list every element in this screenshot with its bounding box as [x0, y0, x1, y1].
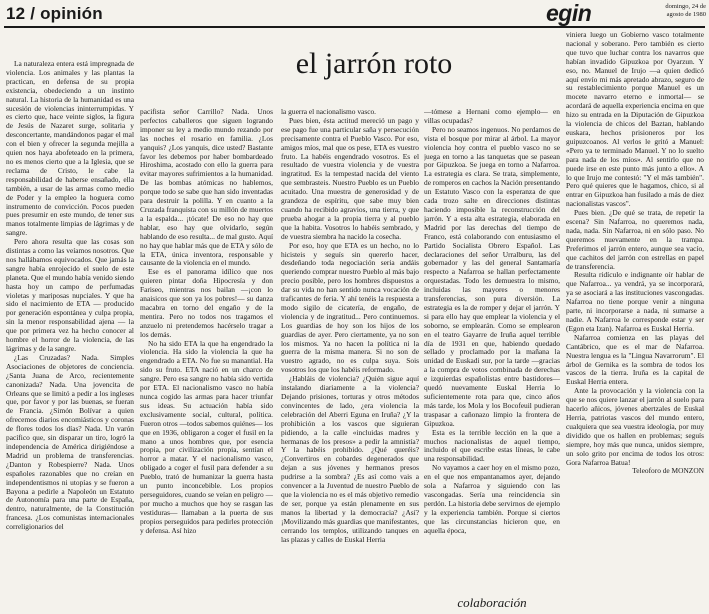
paragraph: Por eso, hoy que ETA es un hecho, no lo hicisteis y seguís sin quererlo hacer, desdeñando toda negociación seria andáis queriendo comprar nuestro Pueblo al más bajo precio posible, pero los hombres dispuestos a dar su vida no han sentido nunca vocación de traficantes de feria. Y ahí tenéis la respuesta a modo sigilo de cicatería, de engaño, de violencia y de ingratitud... Pero continuemos. Los guardias de hoy son los hijos de los guardias de ayer. Pero ciertamente, ya no son los mismos. Ya no hacen la política ni la guerra de la misma manera. Si no son de vuestro agrado, no es culpa suya. Sois vosotros los que los habéis reformado.: [281, 240, 419, 375]
paragraph: —tómese a Hernani como ejemplo— en villas ocupadas?: [424, 108, 560, 125]
dateline-day: domingo, 24 de: [665, 3, 706, 10]
article-column-1: [6, 60, 134, 608]
paragraph: Pues bien, ésta actitud mereció un pago y ese pago fue una particular saña y persecución precisamente contra el Pueblo Vasco. Por eso, amigos míos, mal que os pese, ETA es vuestro fruto. La habéis engendrado vosotros. Es el resultado de vuestra violencia y de vuestra ingratitud. Es la tempestad nacida del viento que sembrasteis. Nuestro Pueblo es un Pueblo acuitado. Una muestra de generosidad y de grandeza de espíritu, que sabe muy bien cuando ha recibido agravios, una tierra, y que prueba ahogar a la propia tierra y al pueblo que la habita. Vosotros lo habéis sembrado, y de vuestra siembra ha nacido la cosecha.: [281, 115, 419, 241]
paragraph: Ante la provocación y la violencia con la que se nos quiere lanzar el jarrón al suelo para hacerlo añicos, jóvenes abertzales de Euskal Herria, patriotas vascos del mundo entero, cualquiera que sea vuestra ideología, por muy dividido que os hallen en problemas; seguís siempre, hoy más que nunca, unidos siempre, un solo grito por encima de todos los otros: Gora Nafarroa Batua!: [566, 386, 704, 467]
collaboration-banner: colaboración: [457, 595, 527, 610]
article-column-2: [140, 108, 273, 608]
paragraph: Pero no seamos ingenuos. No perdamos de vista el bosque por mirar al árbol. La mayor violencia hoy contra el pueblo vasco no se juega en torno a las tanquetas que se pasean por Gipuzkoa. Se juega en torno a Nafarroa. La estrategia es clara. Se trata, simplemente, de romperos en cachos la Nación presentando un Estatuto Vasco con la esperanza de que cada trozo salte en direcciones distintas haciendo imposible la reconstrucción del jarrón. Y a esta alta estrategia, elaborada en Madrid por las derechas del tiempo de Franco, está colaborando con entusiasmo el Partido Socialista Obrero Español. Las declaraciones del señor Urralburu, las del gobernador y las del general Santamaría respecto a Nafarroa se hallan perfectamente orquestadas. Todo les demuestra lo mismo, incluidas las mayores o menores transferencias, son pura diversión. La estrategia es la de romper y dejar el jarrón. Y si para ello hay que emplear la violencia y el soborno, se emplearán. Como se emplearon en el teatro Gayarre de Iruña aquel terrible día de 1931 en que, habiendo quedado sellado y proclamado por la mañana la unidad de Euskadi sur, por la tarde —gracias a la compra de votos combinada de derechas e izquierdas españolistas entre bastidores— quedó nuevamente Euskal Herria lo suficientemente rota para que, cinco años más tarde, los Mola y los Bocofeuil pudieran traspasar a cañonazo limpio la frontera de Gipuzkoa.: [424, 124, 560, 428]
paragraph: pacifista señor Carrillo? Nada. Unos perfectos caballeros que siguen logrando imponer su ley a medio mundo rezando por las noches el rosario en familia. ¿Los yanquis? ¿Los yanquis, dice usted? Bastante favor les debemos por haber bombardeado Hiroshima, acostado con ello la guerra para evitar mayores sufrimientos a la humanidad. De las bombas atómicas no hablemos, porque todo se sabe que han sido inventadas para destruir la polilla. Y en cuanto a la Cruzada franquista con su millón de muertos a la espalda... ¡tócate! De eso no hay que hablar, eso hay que olvidarlo, según hablando de eso resulta... de mal gusto. Aquí no hay que hablar más que de ETA y sólo de la ETA, única inventora, responsable y causante de la violencia en el mundo.: [140, 108, 273, 268]
paragraph: Nafarroa comienza en las playas del Cantábrico, que es el mar de Nafarroa. Nuestra lengua es la "Lingua Navarrorum". El árbol de Gernika es la sombra de todos los vascos de la tierra. Iruña es la capital de Euskal Herria entera.: [566, 332, 704, 387]
article-column-4: [424, 108, 560, 586]
paragraph: viniera luego un Gobierno vasco totalmente nacional y soberano. Pero también es cierto que tuvo que luchar contra los navarros que habían invadido Gipuzkoa por Oyarzun. Y eso, no. Manuel de Irujo —a quien dedicó aquí envío mi más apretado abrazo, seguro de su restablecimiento porque Manuel es un mocete navarro eterno e inmortal— se acordará de aquella experiencia encima en que hizo su entrada en la Diputación de Gipuzkoa la violencia de chicos del Baztan, hablando euskara, hechos prisioneros por los guipuzcoanos. Al verlos le gritó a Manuel: «Pero ya te terminado Manuel. Y no lo suelto para nada de los míos». Al sentirlo que no puede irse en este punto más junto a ello». A lo que Irujo me contestó: "Y el más también". Pero qué quieres que le hagamos, chico, si al entrar en Gipuzkoa han fusilado a más de diez nacionalistas vascos".: [566, 31, 704, 209]
paragraph: Pues bien. ¿De qué se trata, de repetir la escena? Sin Nafarroa, no queremos nada, nada, nada. Sin Nafarroa, ni en sólo paso. No queremos nuevamente en la trampa. Preferimos el jarrón entero, aunque sea vacío, que cachitos del jarrón con estrellas en papel de transferencia.: [566, 208, 704, 271]
dateline-month: agosto de 1980: [666, 11, 706, 18]
paragraph: No vayamos a caer hoy en el mismo pozo, en el que nos empantanamos ayer, dejando sola a Nafarroa y siguiendo con las vascongadas. Sería una reincidencia sin perdón. La historia debe servirnos de ejemplo y la experiencia también. Porque si ciertos que las circunstancias hicieron que, en aquella época,: [424, 463, 560, 535]
paragraph: No ha sido ETA la que ha engendrado la violencia. Ha sido la violencia la que ha engendrado a ETA. No fue su manantial. Ha sido su fruto. ETA nació en un charco de sangre. Pero esa sangre no había sido vertida por ETA. El nacionalismo vasco no había nunca cogido las armas para hacer triunfar sus ideas. Su actuación había sido exclusivamente social, cultural, política. Fueron otros —todos sabemos quiénes— los que en 1936, obligaron a coger el fusil en la mano a unos hombres que, por esencia propia, por civilización propia, sentían el horror a matar. Y el nacionalismo vasco, obligado a coger el fusil para defender a su Pueblo, trató de humanizar la guerra hasta un punto inconcebible. Los propios perseguidores, cuando se veían en peligro —por mucho a muchos que hoy se rasgan las vestiduras— llamaban a la puerta de sus propios perseguidos para pedirles protección y defensa. Así hizo: [140, 338, 273, 535]
paragraph: ¿Las Cruzadas? Nada. Simples Asociaciones de objetores de conciencia. ¿Santa Juana de Arco, recientemente canonizada? Nada. Una jovencita de Orleans que se limitó a pedir a los ingleses que, por favor y por las buenas, se fueran de Francia. ¿Simón Bolívar a quien ofrecemos diarios encomiásticos y coronas de flores todos los días? Nada. Un varón pacífico que, sin disparar un tiro, logró la independencia de América dirigiéndose a Madrid un problema de transferencias. ¿Danton y Robespierre? Nada. Unos españoles razonables que no creían en independentismos ni utopías y se fueron a Bayona a pedirle a Napoleón un Estatuto de Autonomía para una parte de España, dentro, naturalmente, de la Constitución francesa. ¿Los comunistas internacionales correligionarios del: [6, 352, 134, 532]
dateline: [650, 3, 706, 19]
article-title: el jarrón roto: [295, 47, 453, 80]
paragraph: Resulta ridículo e indignante oír hablar de que Nafarroa... ya vendrá, ya se incorporará, ya se asociará a las instituciones vascongadas. Nafarroa no tiene porque venir a ninguna parte, ni incorporarse a nada, ni sumarse a nadie. A Nafarroa le corresponde estar y ser (Egon eta Izan). Nafarroa es Euskal Herria.: [566, 270, 704, 333]
paragraph: Pero ahora resulta que las cosas son distintas a como las veíamos nosotros. Que nos hallábamos equivocados. Que jamás la sangre había enrojecido el suelo de este planeta. Que el mundo había venido siendo hasta hoy un campo de perfumadas violetas y mariposas nupciales. Y que ha sido el nacimiento de ETA — producido por generación espontánea y culpa propia, sin la menor responsabilidad ajena — la que por primera vez ha hecho conocer al hombre el horror de la violencia, de las lágrimas y de la sangre.: [6, 237, 134, 353]
author-signature: Teleoforo de MONZON: [632, 466, 704, 476]
article-column-5: [566, 31, 704, 614]
section-title: 12 / opinión: [6, 4, 103, 23]
page-masthead: [4, 0, 705, 28]
newspaper-logo: egin: [546, 0, 592, 26]
paragraph: Esta es la terrible lección en la que a muchos nacionalistas de aquel tiempo, incluido el que escribe estas líneas, le cabe una responsabilidad.: [424, 427, 560, 464]
paragraph: la guerra el nacionalismo vasco.: [281, 108, 377, 116]
paragraph: Ese es el panorama idílico que nos quieren pintar doña Hipocresía y don Fariseo, mientras nos bailan —¡con lo anaisicos que son ya los pobres!— su danza macabra en torno del engaño y de la mentira. Pero no todos nos tragamos el anzuelo ni pretendemos hacérselo tragar a los demás.: [140, 267, 273, 339]
article-column-3: [281, 108, 419, 608]
paragraph: La naturaleza entera está impregnada de violencia. Los animales y las plantas la practican, en defensa de su propia existencia, obedeciendo a un instinto natural. La historia de la humanidad es una sucesión de violencias ininterrumpidas. Y es cierto que, hace veinte siglos, la figura de Jesús de Nazaret surge, solitaria y desconcertante, mandándonos pagar el mal con el bien y ofrecer la segunda mejilla a quien nos haya abofeteado en la primera, no es menos cierto que a la Iglesia, que se reclama de Cristo, le cabe la responsabilidad de haberse ensañado, ella también, a usar de las armas como medio de Poder y la empleo la hoguera como instrumento de convicción. Pocos pueden pues presumir en este mundo, de tener sus manos totalmente limpias de lágrimas y de sangre.: [6, 60, 134, 238]
paragraph: ¿Habláis de violencia? ¿Quién sigue aquí instalando diariamente a la violencia? Dejando prisiones, torturas y otros métodos convincentes de lado, ¿era violencia la celebración del Aberri Eguna en Iruña? ¿Y la prohibición a los vascos que siguieran pidiendo, a la calle «incluidas madres y hermanas de los presos» a pedir la amnistía? Y la habéis prohibido. ¿Qué queréis? ¿Convertiros en cobardes degenerados que dejan a sus jóvenes y hermanos presos pudrirse a la sombra? ¿Es así como vais a convencer a la Juventud de nuestro Pueblo de que la violencia no es el más objetivo remedio de ser, porque ya están plenamente en sus manos la libertad y la democracia? ¿Así? ¡Movilizando más guardias que manifestantes, cerrando los templos, utilizando tanques en las plazas y calles de Euskal Herria: [281, 374, 419, 544]
